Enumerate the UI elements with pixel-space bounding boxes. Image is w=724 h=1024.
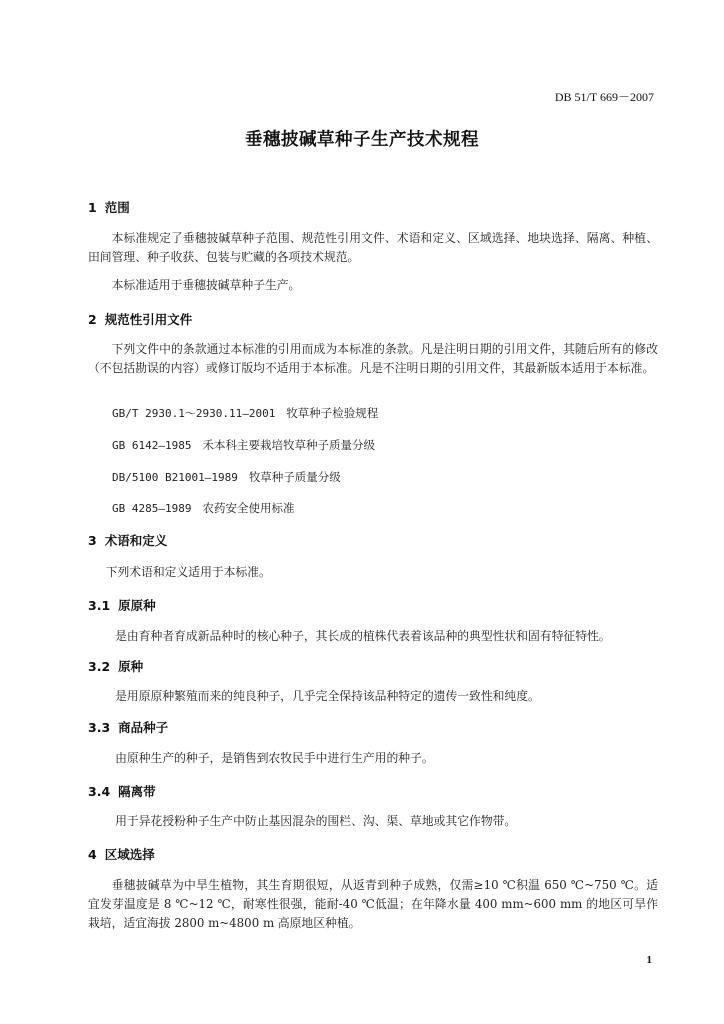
section-3-paragraph-1: 下列术语和定义适用于本标准。 xyxy=(105,565,271,579)
term-title: 原种 xyxy=(118,659,144,674)
section-number: 1 xyxy=(88,200,97,215)
reference-name: 禾本科主要栽培牧草种子质量分级 xyxy=(202,438,375,452)
reference-code: GB 6142—1985 xyxy=(112,439,192,452)
term-3-3-heading xyxy=(88,718,168,736)
section-2-paragraph-1: 下列文件中的条款通过本标准的引用而成为本标准的条款。凡是注明日期的引用文件，其随后所有的修改（不包括勘误的内容）或修订版均不适用于本标准。凡是不注明日期的引用文件，其最新版本适用于本标准。 xyxy=(88,342,658,375)
page-number: 1 xyxy=(646,954,652,966)
term-3-1-heading xyxy=(88,596,156,614)
term-number: 3.4 xyxy=(88,784,111,799)
section-2-heading xyxy=(88,310,192,328)
reference-name: 农药安全使用标准 xyxy=(202,501,295,515)
term-number: 3.3 xyxy=(88,720,111,735)
section-1-paragraph-1: 本标准规定了垂穗披碱草种子范围、规范性引用文件、术语和定义、区域选择、地块选择、隔离、种植、田间管理、种子收获、包装与贮藏的各项技术规范。 xyxy=(88,231,658,264)
reference-name: 牧草种子检验规程 xyxy=(286,406,379,420)
reference-item xyxy=(112,469,341,485)
term-3-4-definition: 用于异花授粉种子生产中防止基因混杂的围栏、沟、渠、草地或其它作物带。 xyxy=(115,814,517,828)
section-title: 术语和定义 xyxy=(104,533,168,548)
term-3-2-heading xyxy=(88,657,143,675)
term-3-3-definition: 由原种生产的种子，是销售到农牧民手中进行生产用的种子。 xyxy=(115,751,434,765)
term-title: 原原种 xyxy=(118,598,156,613)
reference-item xyxy=(112,500,294,516)
term-number: 3.2 xyxy=(88,659,111,674)
reference-name: 牧草种子质量分级 xyxy=(248,470,341,484)
section-4-heading xyxy=(88,845,155,863)
standard-code: DB 51/T 669－2007 xyxy=(554,90,654,104)
term-title: 商品种子 xyxy=(118,720,169,735)
section-1-heading xyxy=(88,198,130,216)
term-3-2-definition: 是用原原种繁殖而来的纯良种子，几乎完全保持该品种特定的遗传一致性和纯度。 xyxy=(115,689,540,703)
section-1-paragraph-2: 本标准适用于垂穗披碱草种子生产。 xyxy=(111,278,301,292)
section-number: 2 xyxy=(88,312,97,327)
term-3-4-heading xyxy=(88,782,156,800)
section-number: 4 xyxy=(88,847,97,862)
section-title: 规范性引用文件 xyxy=(104,312,193,327)
reference-code: GB 4285—1989 xyxy=(112,502,192,515)
term-title: 隔离带 xyxy=(118,784,156,799)
section-title: 区域选择 xyxy=(104,847,155,862)
section-4-paragraph-1: 垂穗披碱草为中旱生植物，其生育期很短，从返青到种子成熟，仅需≥10 ℃积温 650 ℃~750 ℃。适宜发芽温度是 8 ℃~12 ℃，耐寒性很强，能耐-40 ℃低温；在年降水量 400 mm~600 mm 的地区可旱作栽培，适宜海拔 2800 m~4800 m 高原地区种植。 xyxy=(88,878,658,930)
reference-code: DB/5100 B21001—1989 xyxy=(112,471,238,484)
reference-code: GB/T 2930.1～2930.11—2001 xyxy=(112,407,276,420)
term-number: 3.1 xyxy=(88,598,111,613)
reference-item xyxy=(112,405,378,421)
term-3-1-definition: 是由育种者育成新品种时的核心种子，其长成的植株代表着该品种的典型性状和固有特征特性。 xyxy=(115,629,611,643)
section-3-heading xyxy=(88,531,167,549)
reference-item xyxy=(112,437,375,453)
section-title: 范围 xyxy=(104,200,130,215)
section-number: 3 xyxy=(88,533,97,548)
document-title: 垂穗披碱草种子生产技术规程 xyxy=(245,130,479,150)
